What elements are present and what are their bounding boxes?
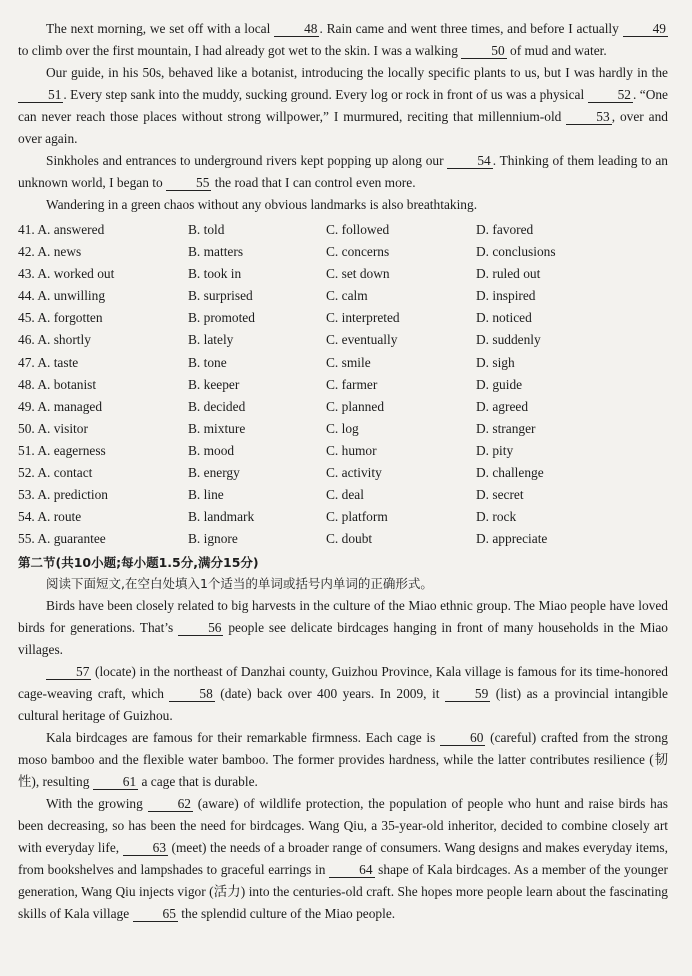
paragraph-text: (list) as a provincial intangible cultural heritage of Guizhou. [18, 686, 668, 724]
option-c: C. smile [326, 354, 371, 370]
option-b: B. mixture [188, 420, 246, 436]
paragraph-text: to climb over the first mountain, I had already got wet to the skin. I was a walking [18, 43, 462, 58]
option-a: 50. A. visitor [18, 420, 88, 436]
option-d: D. appreciate [476, 531, 548, 547]
option-row [18, 352, 668, 374]
option-c: C. eventually [326, 332, 398, 348]
blank-number: 62 [148, 796, 193, 812]
option-c: C. platform [326, 509, 388, 525]
paragraph [18, 793, 668, 925]
option-c: C. calm [326, 288, 368, 304]
option-c: C. log [326, 420, 359, 436]
blank-number: 60 [440, 730, 485, 746]
option-b: B. energy [188, 465, 240, 481]
option-d: D. favored [476, 222, 534, 237]
option-row [18, 484, 668, 506]
blank-number: 57 [46, 664, 91, 680]
paragraph-text: a cage that is durable. [138, 774, 258, 790]
paragraph-text: (meet) the needs of a broader range of consumers. Wang designs and makes everyday items, from bookshelves and lampshades to graceful earrings in [18, 840, 668, 878]
blank-number: 53 [566, 109, 611, 125]
blank-number: 56 [178, 620, 223, 636]
passage-1 [18, 18, 668, 216]
option-d: D. inspired [476, 288, 536, 304]
blank-number: 59 [445, 686, 490, 702]
option-d: D. conclusions [476, 244, 556, 260]
option-row [18, 418, 668, 440]
option-row [18, 307, 668, 329]
option-a: 47. A. taste [18, 354, 79, 370]
option-b: B. landmark [188, 509, 255, 525]
paragraph-text: Wandering in a green chaos without any obvious landmarks is also breathtaking. [46, 197, 478, 212]
blank-number: 64 [329, 862, 374, 878]
option-b: B. line [188, 487, 224, 503]
paragraph-text: the road that I can control even more. [211, 175, 416, 190]
paragraph-text: Sinkholes and entrances to underground rivers kept popping up along our [46, 153, 448, 168]
option-d: D. secret [476, 487, 524, 503]
option-b: B. tone [188, 354, 227, 370]
section-2-heading: 第二节(共10小题;每小题1.5分,满分15分) [18, 555, 259, 571]
option-c: C. planned [326, 398, 385, 414]
paragraph-text: Kala birdcages are famous for their remarkable firmness. Each cage is [46, 730, 441, 746]
option-b: B. decided [188, 398, 246, 414]
paragraph-text: people see delicate birdcages hanging in front of many households in the Miao villages. [18, 620, 668, 658]
option-b: B. promoted [188, 310, 255, 326]
paragraph-text: the splendid culture of the Miao people. [177, 906, 396, 922]
option-d: D. pity [476, 442, 514, 458]
paragraph-text: of mud and water. [506, 43, 607, 58]
option-c: C. concerns [326, 244, 390, 260]
option-a: 53. A. prediction [18, 487, 109, 503]
option-row [18, 528, 668, 550]
options-table [18, 219, 668, 550]
option-c: C. doubt [326, 531, 373, 547]
paragraph-text: (date) back over 400 years. In 2009, it [214, 686, 445, 702]
paragraph-text: , over and over again. [18, 109, 668, 146]
passage-2 [18, 595, 668, 925]
option-a: 48. A. botanist [18, 376, 97, 392]
paragraph-text: (locate) in the northeast of Danzhai county, Guizhou Province, Kala village is famous for its time-honored cage-weaving craft, which [18, 664, 668, 702]
option-row [18, 219, 668, 241]
blank-number: 49 [623, 21, 668, 37]
option-d: D. sigh [476, 354, 515, 370]
option-a: 43. A. worked out [18, 266, 115, 282]
paragraph-text: . Thinking of them leading to an unknown world, I began to [18, 153, 669, 190]
paragraph-text: (aware) of wildlife protection, the population of people who hunt and raise birds has been decreasing, so has been the need for birdcages. Wang Qiu, a 35-year-old inheritor, decided to combine closely art with everyday life, [18, 796, 668, 856]
section-2-instruction: 阅读下面短文,在空白处填入1个适当的单词或括号内单词的正确形式。 [46, 576, 433, 592]
option-d: D. rock [476, 509, 517, 525]
option-b: B. keeper [188, 376, 240, 392]
option-a: 46. A. shortly [18, 332, 91, 348]
blank-number: 61 [93, 774, 138, 790]
option-b: B. ignore [188, 531, 238, 547]
paragraph [18, 18, 668, 62]
option-d: D. suddenly [476, 332, 541, 348]
option-b: B. mood [188, 442, 235, 458]
option-c: C. followed [326, 222, 390, 237]
blank-number: 63 [123, 840, 168, 856]
option-c: C. deal [326, 487, 364, 503]
blank-number: 50 [461, 43, 506, 59]
option-c: C. activity [326, 465, 382, 481]
blank-number: 65 [133, 906, 178, 922]
option-a: 44. A. unwilling [18, 288, 106, 304]
blank-number: 55 [166, 175, 211, 191]
paragraph-text: . “One can never reach those places without strong willpower,” I murmured, reciting that millennium-old [18, 87, 669, 124]
option-row [18, 329, 668, 351]
paragraph-text: Birds have been closely related to big harvests in the culture of the Miao ethnic group. The Miao people have loved birds for generations. That’s [18, 598, 668, 636]
paragraph [18, 194, 668, 216]
option-a: 45. A. forgotten [18, 310, 103, 326]
option-a: 55. A. guarantee [18, 531, 106, 547]
paragraph [18, 595, 668, 661]
option-a: 49. A. managed [18, 398, 103, 414]
blank-number: 54 [447, 153, 492, 169]
option-d: D. agreed [476, 398, 529, 414]
paragraph [18, 62, 668, 150]
option-row [18, 263, 668, 285]
blank-number: 58 [169, 686, 214, 702]
option-row [18, 440, 668, 462]
paragraph-text: shape of Kala birdcages. As a member of the younger generation, Wang Qiu injects vigor (活力) into the centuries-old craft. She hopes more people learn about the fascinating skills of Kala village [18, 862, 669, 922]
option-c: C. interpreted [326, 310, 400, 326]
paragraph [18, 727, 668, 793]
blank-number: 51 [18, 87, 63, 103]
option-row [18, 241, 668, 263]
option-b: B. told [188, 222, 225, 237]
option-b: B. lately [188, 332, 234, 348]
option-a: 51. A. eagerness [18, 442, 106, 458]
option-row [18, 506, 668, 528]
option-row [18, 396, 668, 418]
option-d: D. challenge [476, 465, 544, 481]
blank-number: 52 [588, 87, 633, 103]
option-b: B. surprised [188, 288, 253, 304]
option-c: C. humor [326, 442, 377, 458]
paragraph [18, 661, 668, 727]
paragraph-text: With the growing [46, 796, 148, 812]
paragraph [18, 150, 668, 194]
paragraph-text: (careful) crafted from the strong moso bamboo and the flexible water bamboo. The former provides hardness, while the latter contributes resilience (韧性), resulting [18, 730, 668, 790]
option-b: B. matters [188, 244, 244, 260]
option-row [18, 462, 668, 484]
paragraph-text: The next morning, we set off with a local [46, 21, 275, 36]
blank-number: 48 [274, 21, 319, 37]
option-row [18, 285, 668, 307]
option-a: 54. A. route [18, 509, 82, 525]
option-d: D. guide [476, 376, 523, 392]
option-a: 41. A. answered [18, 222, 105, 237]
option-a: 52. A. contact [18, 465, 93, 481]
option-d: D. stranger [476, 420, 536, 436]
paragraph-text: . Rain came and went three times, and before I actually [319, 21, 623, 36]
option-c: C. farmer [326, 376, 378, 392]
option-b: B. took in [188, 266, 242, 282]
option-d: D. noticed [476, 310, 532, 326]
paragraph-text: Our guide, in his 50s, behaved like a botanist, introducing the locally specific plants to us, but I was hardly in the [46, 65, 668, 80]
paragraph-text: . Every step sank into the muddy, sucking ground. Every log or rock in front of us was a physical [63, 87, 588, 102]
option-d: D. ruled out [476, 266, 541, 282]
option-c: C. set down [326, 266, 390, 282]
option-a: 42. A. news [18, 244, 82, 260]
option-row [18, 374, 668, 396]
